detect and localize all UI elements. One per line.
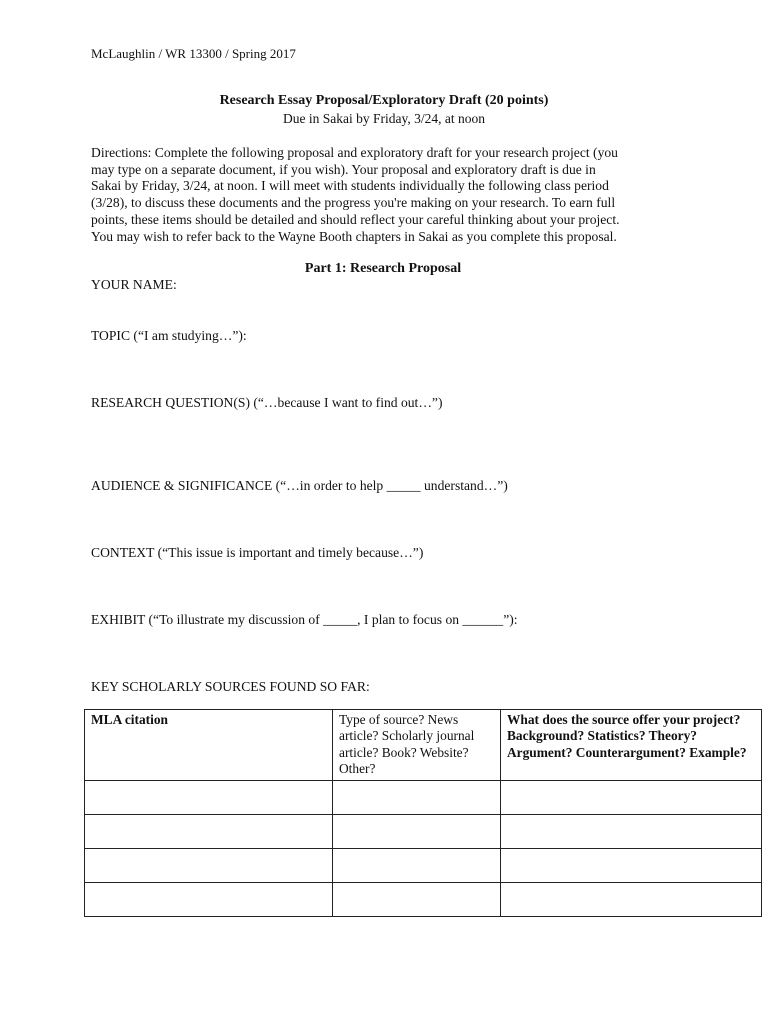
directions-line: Directions: Complete the following proposal and exploratory draft for your research project (you [91,145,618,160]
page-header: McLaughlin / WR 13300 / Spring 2017 [91,46,296,61]
directions-paragraph [91,145,686,245]
directions-line: may type on a separate document, if you wish). Your proposal and exploratory draft is due in [91,161,596,177]
directions-line: You may wish to refer back to the Wayne Booth chapters in Sakai as you complete this proposal. [91,228,617,244]
audience-significance-label: AUDIENCE & SIGNIFICANCE (“…in order to help _____ understand…”) [91,478,508,493]
table-cell [333,781,501,815]
table-cell [85,781,333,815]
table-cell [501,883,762,917]
part-heading: Part 1: Research Proposal [304,261,462,276]
table-cell [333,883,501,917]
table-cell [85,849,333,883]
table-row [85,883,762,917]
column-header-type-of-source: Type of source? News article? Scholarly journal article? Book? Website? Other? [333,710,501,781]
key-sources-label: KEY SCHOLARLY SOURCES FOUND SO FAR: [91,679,370,694]
name-field-label: YOUR NAME: [91,277,177,292]
directions-line: (3/28), to discuss these documents and the progress you're making on your research. To earn full [91,195,616,211]
document-title: Research Essay Proposal/Exploratory Draft (20 points) [219,93,549,108]
topic-field-label: TOPIC (“I am studying…”): [91,328,247,343]
table-cell [501,849,762,883]
context-label: CONTEXT (“This issue is important and timely because…”) [91,545,424,560]
directions-line: Sakai by Friday, 3/24, at noon. I will meet with students individually the following class period [91,178,609,194]
directions-line: points, these items should be detailed and should reflect your careful thinking about your project. [91,211,620,227]
table-row [85,781,762,815]
table-row [85,849,762,883]
table-cell [501,781,762,815]
exhibit-label: EXHIBIT (“To illustrate my discussion of _____, I plan to focus on ______”): [91,612,518,627]
sources-table [84,709,762,917]
due-date-line: Due in Sakai by Friday, 3/24, at noon [283,111,485,126]
table-cell [333,849,501,883]
table-header-row [85,710,762,781]
table-row [85,815,762,849]
table-cell [501,815,762,849]
research-question-label: RESEARCH QUESTION(S) (“…because I want to find out…”) [91,395,443,410]
table-cell [85,883,333,917]
table-cell [85,815,333,849]
column-header-source-offer: What does the source offer your project? Background? Statistics? Theory? Argument? Counterargument? Example? [501,710,762,781]
table-cell [333,815,501,849]
column-header-mla-citation: MLA citation [85,710,333,781]
